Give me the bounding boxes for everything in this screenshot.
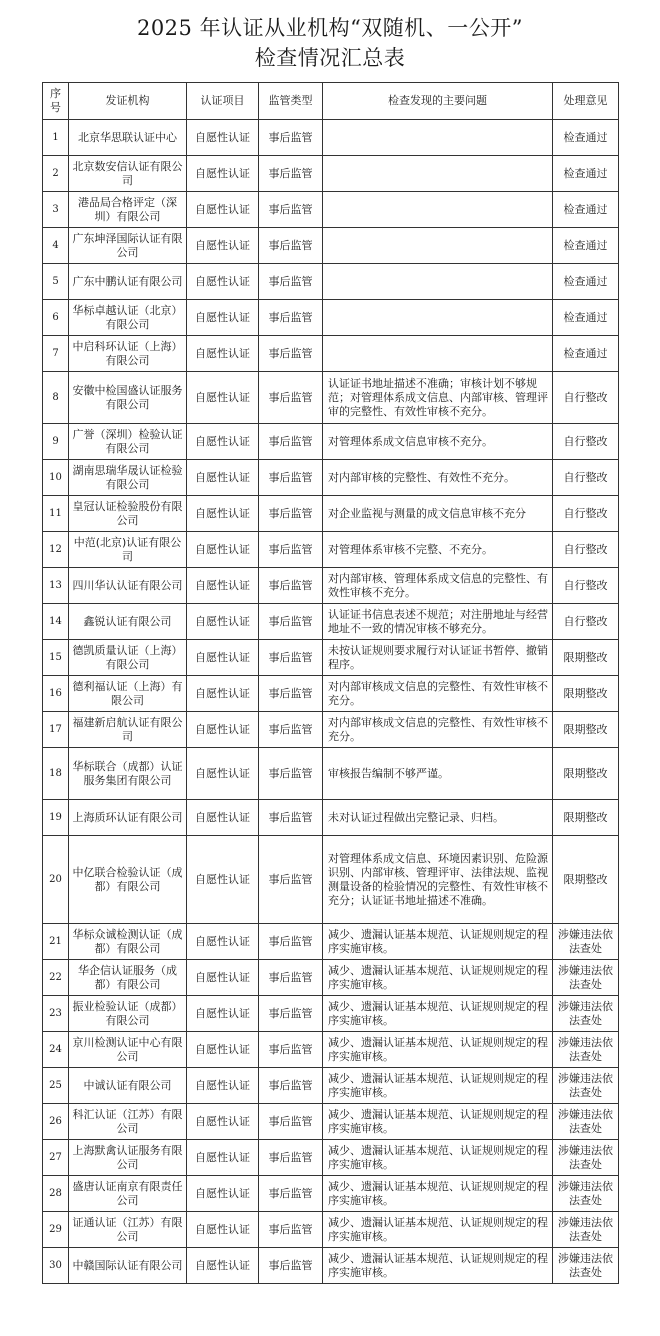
cert-project-cell: 自愿性认证 xyxy=(187,264,259,300)
cert-project-cell: 自愿性认证 xyxy=(187,800,259,836)
issue-cell: 减少、遗漏认证基本规范、认证规则规定的程序实施审核。 xyxy=(323,1104,553,1140)
org-name-cell: 湖南思瑞华晟认证检验有限公司 xyxy=(69,460,187,496)
issue-cell: 未按认证规则要求履行对认证证书暂停、撤销程序。 xyxy=(323,640,553,676)
table-row xyxy=(43,1104,619,1140)
cert-project-cell: 自愿性认证 xyxy=(187,120,259,156)
cert-project-cell: 自愿性认证 xyxy=(187,996,259,1032)
issue-cell: 减少、遗漏认证基本规范、认证规则规定的程序实施审核。 xyxy=(323,924,553,960)
supervision-type-cell: 事后监管 xyxy=(259,836,323,924)
row-no-cell: 27 xyxy=(43,1140,69,1176)
supervision-type-cell: 事后监管 xyxy=(259,1140,323,1176)
header-action: 处理意见 xyxy=(553,83,619,120)
row-no-cell: 19 xyxy=(43,800,69,836)
supervision-type-cell: 事后监管 xyxy=(259,192,323,228)
action-cell: 涉嫌违法依法查处 xyxy=(553,960,619,996)
issue-cell: 减少、遗漏认证基本规范、认证规则规定的程序实施审核。 xyxy=(323,1212,553,1248)
row-no-cell: 10 xyxy=(43,460,69,496)
org-name-cell: 上海质环认证有限公司 xyxy=(69,800,187,836)
cert-project-cell: 自愿性认证 xyxy=(187,496,259,532)
table-row xyxy=(43,156,619,192)
cert-project-cell: 自愿性认证 xyxy=(187,532,259,568)
table-row xyxy=(43,120,619,156)
org-name-cell: 鑫锐认证有限公司 xyxy=(69,604,187,640)
org-name-cell: 华标卓越认证（北京）有限公司 xyxy=(69,300,187,336)
cert-project-cell: 自愿性认证 xyxy=(187,460,259,496)
row-no-cell: 24 xyxy=(43,1032,69,1068)
row-no-cell: 28 xyxy=(43,1176,69,1212)
action-cell: 自行整改 xyxy=(553,532,619,568)
document-title xyxy=(0,0,660,82)
table-row xyxy=(43,960,619,996)
action-cell: 限期整改 xyxy=(553,800,619,836)
action-cell: 限期整改 xyxy=(553,836,619,924)
issue-cell xyxy=(323,264,553,300)
org-name-cell: 广誉（深圳）检验认证有限公司 xyxy=(69,424,187,460)
table-row xyxy=(43,676,619,712)
issue-cell xyxy=(323,120,553,156)
action-cell: 涉嫌违法依法查处 xyxy=(553,1104,619,1140)
row-no-cell: 1 xyxy=(43,120,69,156)
table-row xyxy=(43,1176,619,1212)
action-cell: 涉嫌违法依法查处 xyxy=(553,1032,619,1068)
table-row xyxy=(43,1068,619,1104)
row-no-cell: 23 xyxy=(43,996,69,1032)
supervision-type-cell: 事后监管 xyxy=(259,228,323,264)
supervision-type-cell: 事后监管 xyxy=(259,496,323,532)
supervision-type-cell: 事后监管 xyxy=(259,1068,323,1104)
action-cell: 检查通过 xyxy=(553,156,619,192)
table-row xyxy=(43,568,619,604)
table-row xyxy=(43,372,619,424)
row-no-cell: 3 xyxy=(43,192,69,228)
supervision-type-cell: 事后监管 xyxy=(259,336,323,372)
action-cell: 限期整改 xyxy=(553,640,619,676)
supervision-type-cell: 事后监管 xyxy=(259,924,323,960)
action-cell: 检查通过 xyxy=(553,300,619,336)
issue-cell: 认证证书信息表述不规范；对注册地址与经营地址不一致的情况审核不够充分。 xyxy=(323,604,553,640)
supervision-type-cell: 事后监管 xyxy=(259,1212,323,1248)
supervision-type-cell: 事后监管 xyxy=(259,120,323,156)
table-row xyxy=(43,996,619,1032)
action-cell: 自行整改 xyxy=(553,568,619,604)
issue-cell: 对内部审核的完整性、有效性不充分。 xyxy=(323,460,553,496)
title-line-1: 2025 年认证从业机构“双随机、一公开” xyxy=(136,16,524,40)
action-cell: 自行整改 xyxy=(553,604,619,640)
issue-cell: 减少、遗漏认证基本规范、认证规则规定的程序实施审核。 xyxy=(323,1140,553,1176)
org-name-cell: 盛唐认证南京有限责任公司 xyxy=(69,1176,187,1212)
org-name-cell: 中亿联合检验认证（成都）有限公司 xyxy=(69,836,187,924)
table-row xyxy=(43,1140,619,1176)
cert-project-cell: 自愿性认证 xyxy=(187,1248,259,1284)
cert-project-cell: 自愿性认证 xyxy=(187,1032,259,1068)
issue-cell: 减少、遗漏认证基本规范、认证规则规定的程序实施审核。 xyxy=(323,996,553,1032)
header-project: 认证项目 xyxy=(187,83,259,120)
row-no-cell: 21 xyxy=(43,924,69,960)
row-no-cell: 22 xyxy=(43,960,69,996)
table-row xyxy=(43,640,619,676)
supervision-type-cell: 事后监管 xyxy=(259,532,323,568)
cert-project-cell: 自愿性认证 xyxy=(187,1140,259,1176)
issue-cell xyxy=(323,228,553,264)
issue-cell: 对内部审核成文信息的完整性、有效性审核不充分。 xyxy=(323,676,553,712)
issue-cell: 认证证书地址描述不准确；审核计划不够规范；对管理体系成文信息、内部审核、管理评审的完整性、有效性审核不充分。 xyxy=(323,372,553,424)
supervision-type-cell: 事后监管 xyxy=(259,640,323,676)
row-no-cell: 25 xyxy=(43,1068,69,1104)
cert-project-cell: 自愿性认证 xyxy=(187,676,259,712)
action-cell: 涉嫌违法依法查处 xyxy=(553,924,619,960)
org-name-cell: 广东坤泽国际认证有限公司 xyxy=(69,228,187,264)
org-name-cell: 京川检测认证中心有限公司 xyxy=(69,1032,187,1068)
table-body xyxy=(43,120,619,1284)
row-no-cell: 20 xyxy=(43,836,69,924)
action-cell: 涉嫌违法依法查处 xyxy=(553,1176,619,1212)
cert-project-cell: 自愿性认证 xyxy=(187,568,259,604)
row-no-cell: 8 xyxy=(43,372,69,424)
row-no-cell: 26 xyxy=(43,1104,69,1140)
cert-project-cell: 自愿性认证 xyxy=(187,372,259,424)
org-name-cell: 福建新启航认证有限公司 xyxy=(69,712,187,748)
table-row xyxy=(43,336,619,372)
row-no-cell: 9 xyxy=(43,424,69,460)
cert-project-cell: 自愿性认证 xyxy=(187,836,259,924)
cert-project-cell: 自愿性认证 xyxy=(187,604,259,640)
org-name-cell: 华标众诚检测认证（成都）有限公司 xyxy=(69,924,187,960)
row-no-cell: 16 xyxy=(43,676,69,712)
issue-cell: 减少、遗漏认证基本规范、认证规则规定的程序实施审核。 xyxy=(323,1176,553,1212)
supervision-type-cell: 事后监管 xyxy=(259,676,323,712)
action-cell: 自行整改 xyxy=(553,372,619,424)
org-name-cell: 中诚认证有限公司 xyxy=(69,1068,187,1104)
table-row xyxy=(43,1248,619,1284)
table-row xyxy=(43,460,619,496)
issue-cell xyxy=(323,192,553,228)
table-row xyxy=(43,924,619,960)
table-row xyxy=(43,604,619,640)
issue-cell: 对管理体系成文信息、环境因素识别、危险源识别、内部审核、管理评审、法律法规、监视测量设备的检验情况的完整性、有效性审核不充分；认证证书地址描述不准确。 xyxy=(323,836,553,924)
row-no-cell: 13 xyxy=(43,568,69,604)
cert-project-cell: 自愿性认证 xyxy=(187,228,259,264)
supervision-type-cell: 事后监管 xyxy=(259,460,323,496)
action-cell: 检查通过 xyxy=(553,192,619,228)
cert-project-cell: 自愿性认证 xyxy=(187,1176,259,1212)
row-no-cell: 29 xyxy=(43,1212,69,1248)
cert-project-cell: 自愿性认证 xyxy=(187,748,259,800)
action-cell: 涉嫌违法依法查处 xyxy=(553,1248,619,1284)
table-row xyxy=(43,228,619,264)
issue-cell: 对管理体系成文信息审核不充分。 xyxy=(323,424,553,460)
issue-cell: 减少、遗漏认证基本规范、认证规则规定的程序实施审核。 xyxy=(323,1248,553,1284)
issue-cell: 审核报告编制不够严谨。 xyxy=(323,748,553,800)
action-cell: 涉嫌违法依法查处 xyxy=(553,1212,619,1248)
row-no-cell: 18 xyxy=(43,748,69,800)
row-no-cell: 6 xyxy=(43,300,69,336)
row-no-cell: 12 xyxy=(43,532,69,568)
issue-cell xyxy=(323,156,553,192)
table-row xyxy=(43,1032,619,1068)
org-name-cell: 中范(北京)认证有限公司 xyxy=(69,532,187,568)
cert-project-cell: 自愿性认证 xyxy=(187,960,259,996)
supervision-type-cell: 事后监管 xyxy=(259,156,323,192)
action-cell: 限期整改 xyxy=(553,712,619,748)
supervision-type-cell: 事后监管 xyxy=(259,264,323,300)
issue-cell: 对管理体系审核不完整、不充分。 xyxy=(323,532,553,568)
org-name-cell: 振业检验认证（成都）有限公司 xyxy=(69,996,187,1032)
org-name-cell: 德利福认证（上海）有限公司 xyxy=(69,676,187,712)
org-name-cell: 四川华认认证有限公司 xyxy=(69,568,187,604)
supervision-type-cell: 事后监管 xyxy=(259,800,323,836)
cert-project-cell: 自愿性认证 xyxy=(187,192,259,228)
supervision-type-cell: 事后监管 xyxy=(259,960,323,996)
cert-project-cell: 自愿性认证 xyxy=(187,1104,259,1140)
issue-cell: 减少、遗漏认证基本规范、认证规则规定的程序实施审核。 xyxy=(323,1032,553,1068)
org-name-cell: 安徽中检国盛认证服务有限公司 xyxy=(69,372,187,424)
table-row xyxy=(43,712,619,748)
table-row xyxy=(43,424,619,460)
row-no-cell: 15 xyxy=(43,640,69,676)
supervision-type-cell: 事后监管 xyxy=(259,1176,323,1212)
table-row xyxy=(43,300,619,336)
org-name-cell: 科汇认证（江苏）有限公司 xyxy=(69,1104,187,1140)
org-name-cell: 华企信认证服务（成都）有限公司 xyxy=(69,960,187,996)
issue-cell: 对内部审核、管理体系成文信息的完整性、有效性审核不充分。 xyxy=(323,568,553,604)
header-no: 序号 xyxy=(43,83,69,120)
table-row xyxy=(43,192,619,228)
cert-project-cell: 自愿性认证 xyxy=(187,424,259,460)
org-name-cell: 上海默禽认证服务有限公司 xyxy=(69,1140,187,1176)
action-cell: 检查通过 xyxy=(553,264,619,300)
supervision-type-cell: 事后监管 xyxy=(259,748,323,800)
org-name-cell: 广东中鹏认证有限公司 xyxy=(69,264,187,300)
cert-project-cell: 自愿性认证 xyxy=(187,1068,259,1104)
org-name-cell: 德凯质量认证（上海）有限公司 xyxy=(69,640,187,676)
table-row xyxy=(43,748,619,800)
issue-cell: 对内部审核成文信息的完整性、有效性审核不充分。 xyxy=(323,712,553,748)
row-no-cell: 4 xyxy=(43,228,69,264)
cert-project-cell: 自愿性认证 xyxy=(187,300,259,336)
table-row xyxy=(43,800,619,836)
cert-project-cell: 自愿性认证 xyxy=(187,924,259,960)
table-header-row xyxy=(43,83,619,120)
org-name-cell: 北京华思联认证中心 xyxy=(69,120,187,156)
org-name-cell: 中启科环认证（上海）有限公司 xyxy=(69,336,187,372)
action-cell: 自行整改 xyxy=(553,460,619,496)
row-no-cell: 11 xyxy=(43,496,69,532)
table-row xyxy=(43,264,619,300)
title-line-2: 检查情况汇总表 xyxy=(254,46,406,70)
action-cell: 检查通过 xyxy=(553,120,619,156)
row-no-cell: 2 xyxy=(43,156,69,192)
action-cell: 涉嫌违法依法查处 xyxy=(553,1068,619,1104)
issue-cell: 减少、遗漏认证基本规范、认证规则规定的程序实施审核。 xyxy=(323,1068,553,1104)
supervision-type-cell: 事后监管 xyxy=(259,300,323,336)
org-name-cell: 证通认证（江苏）有限公司 xyxy=(69,1212,187,1248)
issue-cell xyxy=(323,336,553,372)
action-cell: 涉嫌违法依法查处 xyxy=(553,1140,619,1176)
org-name-cell: 华标联合（成都）认证服务集团有限公司 xyxy=(69,748,187,800)
row-no-cell: 7 xyxy=(43,336,69,372)
action-cell: 自行整改 xyxy=(553,496,619,532)
table-row xyxy=(43,532,619,568)
table-row xyxy=(43,1212,619,1248)
org-name-cell: 北京数安信认证有限公司 xyxy=(69,156,187,192)
action-cell: 限期整改 xyxy=(553,676,619,712)
cert-project-cell: 自愿性认证 xyxy=(187,1212,259,1248)
action-cell: 限期整改 xyxy=(553,748,619,800)
header-issue: 检查发现的主要问题 xyxy=(323,83,553,120)
supervision-type-cell: 事后监管 xyxy=(259,712,323,748)
org-name-cell: 港品局合格评定（深圳）有限公司 xyxy=(69,192,187,228)
supervision-type-cell: 事后监管 xyxy=(259,996,323,1032)
supervision-type-cell: 事后监管 xyxy=(259,568,323,604)
cert-project-cell: 自愿性认证 xyxy=(187,640,259,676)
cert-project-cell: 自愿性认证 xyxy=(187,336,259,372)
row-no-cell: 14 xyxy=(43,604,69,640)
action-cell: 自行整改 xyxy=(553,424,619,460)
issue-cell: 减少、遗漏认证基本规范、认证规则规定的程序实施审核。 xyxy=(323,960,553,996)
issue-cell: 未对认证过程做出完整记录、归档。 xyxy=(323,800,553,836)
supervision-type-cell: 事后监管 xyxy=(259,604,323,640)
cert-project-cell: 自愿性认证 xyxy=(187,156,259,192)
issue-cell xyxy=(323,300,553,336)
action-cell: 检查通过 xyxy=(553,228,619,264)
supervision-type-cell: 事后监管 xyxy=(259,1032,323,1068)
action-cell: 检查通过 xyxy=(553,336,619,372)
row-no-cell: 30 xyxy=(43,1248,69,1284)
supervision-type-cell: 事后监管 xyxy=(259,1104,323,1140)
header-org: 发证机构 xyxy=(69,83,187,120)
issue-cell: 对企业监视与测量的成文信息审核不充分 xyxy=(323,496,553,532)
table-row xyxy=(43,836,619,924)
table-row xyxy=(43,496,619,532)
org-name-cell: 中赣国际认证有限公司 xyxy=(69,1248,187,1284)
row-no-cell: 17 xyxy=(43,712,69,748)
supervision-type-cell: 事后监管 xyxy=(259,372,323,424)
row-no-cell: 5 xyxy=(43,264,69,300)
cert-project-cell: 自愿性认证 xyxy=(187,712,259,748)
action-cell: 涉嫌违法依法查处 xyxy=(553,996,619,1032)
header-type: 监管类型 xyxy=(259,83,323,120)
summary-table xyxy=(42,82,619,1284)
supervision-type-cell: 事后监管 xyxy=(259,1248,323,1284)
supervision-type-cell: 事后监管 xyxy=(259,424,323,460)
org-name-cell: 皇冠认证检验股份有限公司 xyxy=(69,496,187,532)
